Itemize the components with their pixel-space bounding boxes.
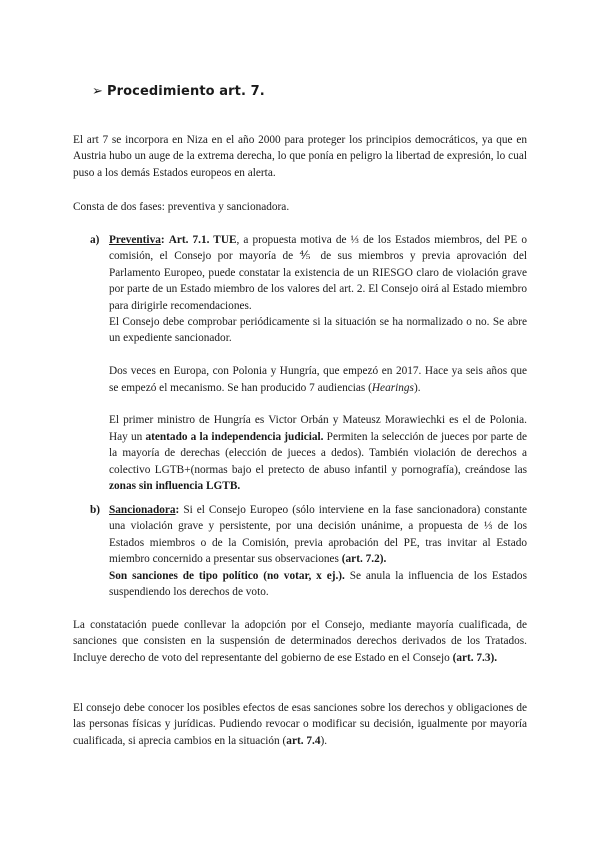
list-item-preventiva: [90, 232, 527, 494]
preventiva-term: Preventiva: [109, 234, 161, 246]
article-7-2-ref: (art. 7.2).: [341, 553, 387, 566]
sancionadora-paragraph: Sancionadora: Si el Consejo Europeo (sólo interviene en la fase sancionadora) constante una violación grave y persistente, por una decisión unánime, a propuesta de ⅓ de los Estados miembros o de la Comisión, previa aprobación del PE, tras invitar al Estado miembro concernido a presentar sus observaciones (art. 7.2).: [109, 504, 527, 566]
section-title: Procedimiento art. 7.: [107, 84, 265, 99]
article-7-1-ref: Art. 7.1. TUE: [168, 234, 237, 246]
article-7-4-ref: art. 7.4: [286, 734, 321, 747]
hungary-poland-paragraph: El primer ministro de Hungría es Victor Orbán y Mateusz Morawiechki es el de Polonia. Hay un atentado a la independencia judicial. Permiten la selección de jueces por parte de la mayoría de derechas (elección de jueces a dedos). También violación de derechos a colectivo LGTB+(normas bajo el pretecto de abuso infantil y pornografía), creándose las zonas sin influencia LGTB.: [109, 414, 527, 493]
list-marker-b: b): [90, 504, 101, 516]
effects-paragraph: El consejo debe conocer los posibles efectos de esas sanciones sobre los derechos y obligaciones de las personas físicas y jurídicas. Pudiendo revocar o modificar su decisión, igualmente por mayoría cualificada, si aprecia cambios en la situación (art. 7.4).: [73, 702, 527, 747]
arrow-bullet-icon: ➢: [92, 84, 103, 99]
article-7-3-ref: (art. 7.3).: [452, 651, 498, 664]
sancionadora-term: Sancionadora: [109, 504, 176, 516]
list-marker-a: a): [90, 234, 100, 246]
sanctions-paragraph: Son sanciones de tipo político (no votar, x ej.). Se anula la influencia de los Estados suspendiendo los derechos de voto.: [109, 569, 527, 599]
list-item-sancionadora: [90, 502, 527, 600]
intro-paragraph: El art 7 se incorpora en Niza en el año 2000 para proteger los principios democráticos, ya que en Austria hubo un auge de la extrema derecha, lo que ponía en peligro la libertad de expresión, lo cual puso a los demás Estados europeos en alerta.: [73, 134, 527, 179]
preventiva-check-paragraph: El Consejo debe comprobar periódicamente si la situación se ha normalizado o no. Se abre un expediente sancionador.: [109, 316, 527, 345]
preventiva-paragraph: Preventiva: Art. 7.1. TUE, a propuesta motiva de ⅓ de los Estados miembros, del PE o comisión, el Consejo por mayoría de ⅘ de sus miembros y previa aprovación del Parlamento Europeo, puede constatar la existencia de un RIESGO claro de violación grave por parte de un Estado miembro de los valores del art. 2. El Consejo oirá al Estado miembro para dirigirle recomendaciones.: [109, 234, 527, 312]
section-heading: [92, 84, 265, 99]
constatacion-paragraph: La constatación puede conllevar la adopción por el Consejo, mediante mayoría cualificada, de sanciones que consisten en la suspensión de determinados derechos derivados de los Tratados. Incluye derecho de voto del representante del gobierno de ese Estado en el Consejo (art. 7.3).: [73, 619, 527, 664]
hearings-paragraph: Dos veces en Europa, con Polonia y Hungría, que empezó en 2017. Hace ya seis años que se empezó el mecanismo. Se han producido 7 audiencias (Hearings).: [109, 365, 527, 394]
phases-paragraph: Consta de dos fases: preventiva y sancionadora.: [73, 201, 290, 213]
